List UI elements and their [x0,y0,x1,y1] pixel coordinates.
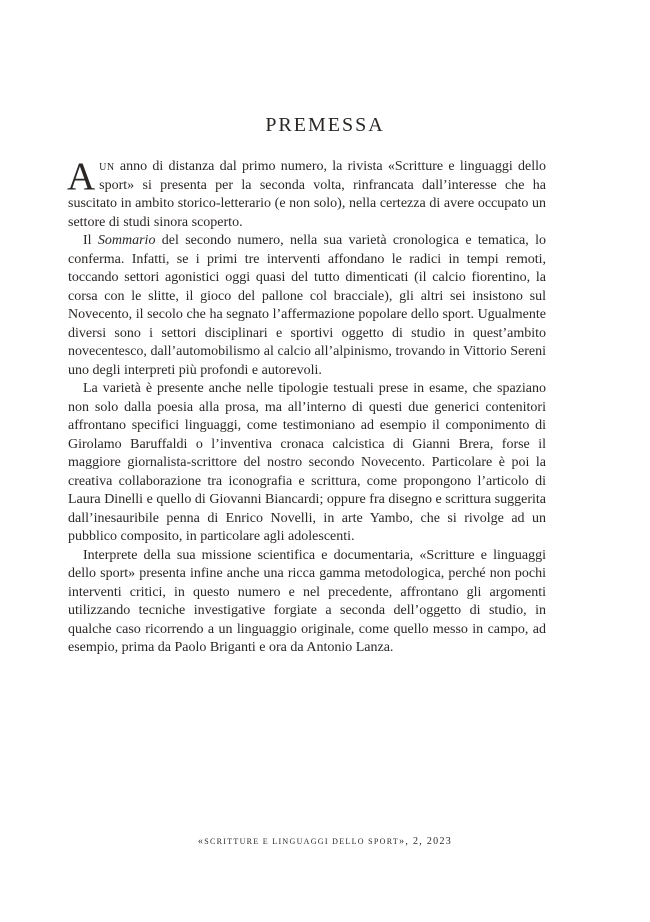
page-title: PREMESSA [265,114,385,136]
footer-issue: », 2, 2023 [399,836,453,847]
footer-journal-title: SCRITTURE E LINGUAGGI DELLO SPORT [204,837,400,846]
preface-body [67,155,546,658]
paragraph-3: La varietà è presente anche nelle tipologie testuali prese in esame, che spaziano non solo dalla poesia alla prosa, ma all’interno di questi due generici contenitori affrontano specifici linguaggi, come testimoniano ad esempio il componimento di Girolamo Baruffaldi o l’inventiva cronaca calcistica di Gianni Brera, forse il maggiore giornalista-scrittore del nostro secondo Novecento. Particolare è poi la creativa collaborazione tra iconografia e scrittura, come propongono l’articolo di Laura Dinelli e quello di Giovanni Biancardi; oppure fra disegno e scrittura suggerita dall’inesauribile penna di Enrico Novelli, in arte Yambo, che si rivolge ad un pubblico composito, in particolare agli adolescenti. [68,381,546,544]
paragraph-1-smallcaps: un [99,159,115,174]
paragraph-2-before: Il [83,233,98,248]
drop-cap: A [67,155,96,198]
paragraph-1 [67,155,546,232]
paragraph-4: Interprete della sua missione scientifica e documentaria, «Scritture e linguaggi dello sport» presenta infine anche una ricca gamma metodologica, perché non pochi interventi critici, in questo numero e nel precedente, affrontano gli argomenti utilizzando tecniche investigative forgiate a seconda dell’oggetto di studio, in qualche caso ricorrendo a un linguaggio originale, come quello messo in campo, ad esempio, prima da Paolo Briganti e ora da Antonio Lanza. [68,547,546,655]
paragraph-2-after: del secondo numero, nella sua varietà cronologica e tematica, lo conferma. Infatti, se i primi tre interventi affondano le radici in tempi remoti, toccando settori agonistici oggi quasi del tutto dimenticati (il calcio fiorentino, la corsa con le slitte, il gioco del pallone col bracciale), gli altri sei insistono sul Novecento, il secolo che ha segnato l’affermazione popolare dello sport. Ugualmente diversi sono i settori disciplinari e sportivi oggetto di studio in quest’ambito novecentesco, dall’automobilismo al calcio all’alpinismo, trovando in Vittorio Sereni uno degli interpreti più profondi e autorevoli. [68,233,546,378]
paragraph-2-italic: Sommario [97,233,156,248]
running-footer [0,836,650,847]
footer-open-quote: « [197,836,205,847]
paragraph-1-text: anno di distanza dal primo numero, la rivista «Scritture e linguaggi dello sport» si presenta per la seconda volta, rinfrancata dall’interesse che ha suscitato in ambito storico-letterario (e non solo), nella certezza di avere occupato un settore di studi sinora scoperto. [68,159,546,230]
paragraph-2 [68,232,546,380]
